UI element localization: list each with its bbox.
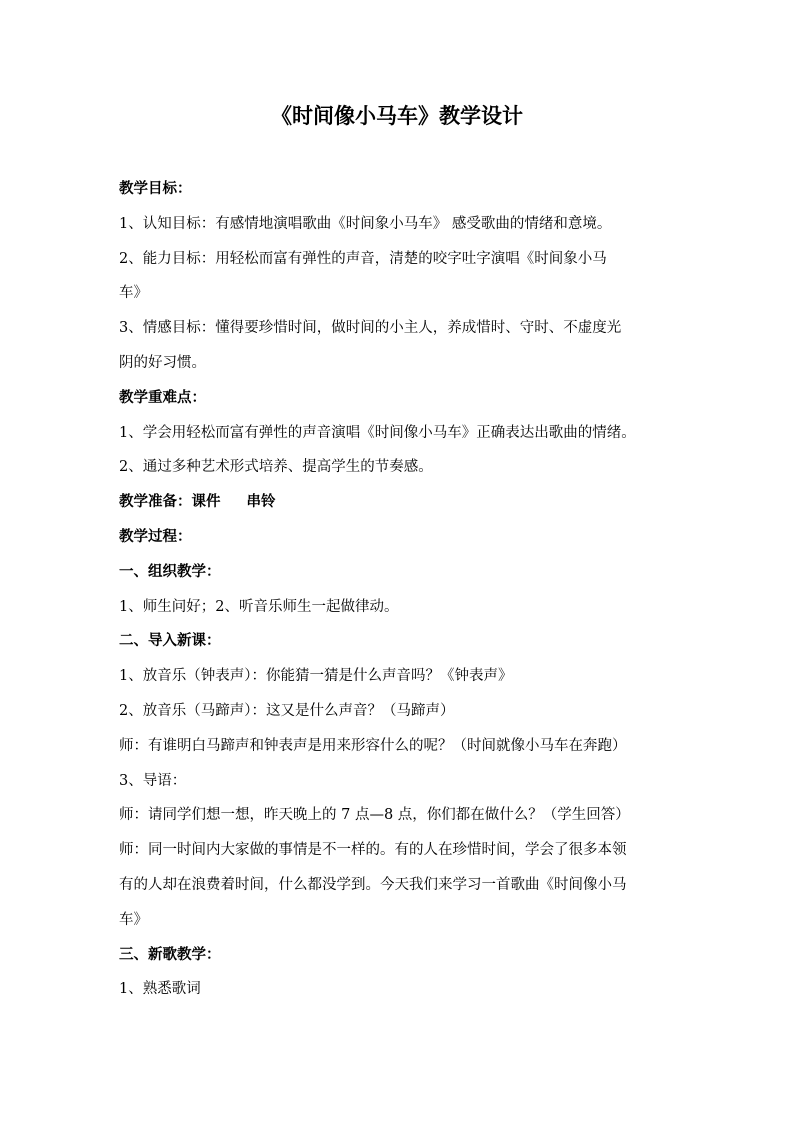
goal-3-line-1: 3、情感目标：懂得要珍惜时间，做时间的小主人，养成惜时、守时、不虚度光 <box>119 320 622 337</box>
part-2-teacher-1: 师：有谁明白马蹄声和钟表声是用来形容什么的呢？（时间就像小马车在奔跑） <box>119 737 627 754</box>
prep-line <box>119 485 689 520</box>
goal-1: 1、认知目标：有感情地演唱歌曲《时间象小马车》 感受歌曲的情绪和意境。 <box>119 215 612 232</box>
part-1-heading: 一、组织教学： <box>119 562 221 580</box>
prep-label: 教学准备：课件 <box>119 493 221 511</box>
part-3-heading: 三、新歌教学： <box>119 945 221 963</box>
document-title: 《时间像小马车》教学设计 <box>271 103 523 128</box>
process-heading: 教学过程： <box>119 527 192 545</box>
part-2-item-3: 3、导语： <box>119 772 187 789</box>
document-body <box>119 172 689 1007</box>
part-2-teacher-3-line-2: 有的人却在浪费着时间，什么都没学到。今天我们来学习一首歌曲《时间像小马 <box>119 876 627 893</box>
prep-item: 串铃 <box>246 493 276 511</box>
goal-2-line-1: 2、能力目标：用轻松而富有弹性的声音，清楚的咬字吐字演唱《时间象小马 <box>119 250 607 267</box>
part-2-teacher-3-line-1: 师：同一时间内大家做的事情是不一样的。有的人在珍惜时间，学会了很多本领 <box>119 842 627 859</box>
part-2-teacher-2: 师：请同学们想一想，昨天晚上的 7 点—8 点，你们都在做什么？（学生回答） <box>119 807 630 824</box>
part-2-item-2: 2、放音乐（马蹄声）：这又是什么声音？（马蹄声） <box>119 702 455 719</box>
part-2-item-1: 1、放音乐（钟表声）：你能猜一猜是什么声音吗？《钟表声》 <box>119 668 513 685</box>
goals-heading: 教学目标： <box>119 180 192 197</box>
part-3-item-1: 1、熟悉歌词 <box>119 981 201 998</box>
goal-3-line-2: 阴的好习惯。 <box>119 354 206 371</box>
goal-2-line-2: 车》 <box>119 285 148 302</box>
part-2-heading: 二、导入新课： <box>119 632 221 650</box>
part-2-teacher-3-line-3: 车》 <box>119 911 148 928</box>
key-point-2: 2、通过多种艺术形式培养、提高学生的节奏感。 <box>119 459 433 476</box>
key-point-1: 1、学会用轻松而富有弹性的声音演唱《时间像小马车》正确表达出歌曲的情绪。 <box>119 424 636 441</box>
key-points-heading: 教学重难点： <box>119 388 206 406</box>
part-1-text: 1、师生问好；2、听音乐师生一起做律动。 <box>119 598 399 615</box>
